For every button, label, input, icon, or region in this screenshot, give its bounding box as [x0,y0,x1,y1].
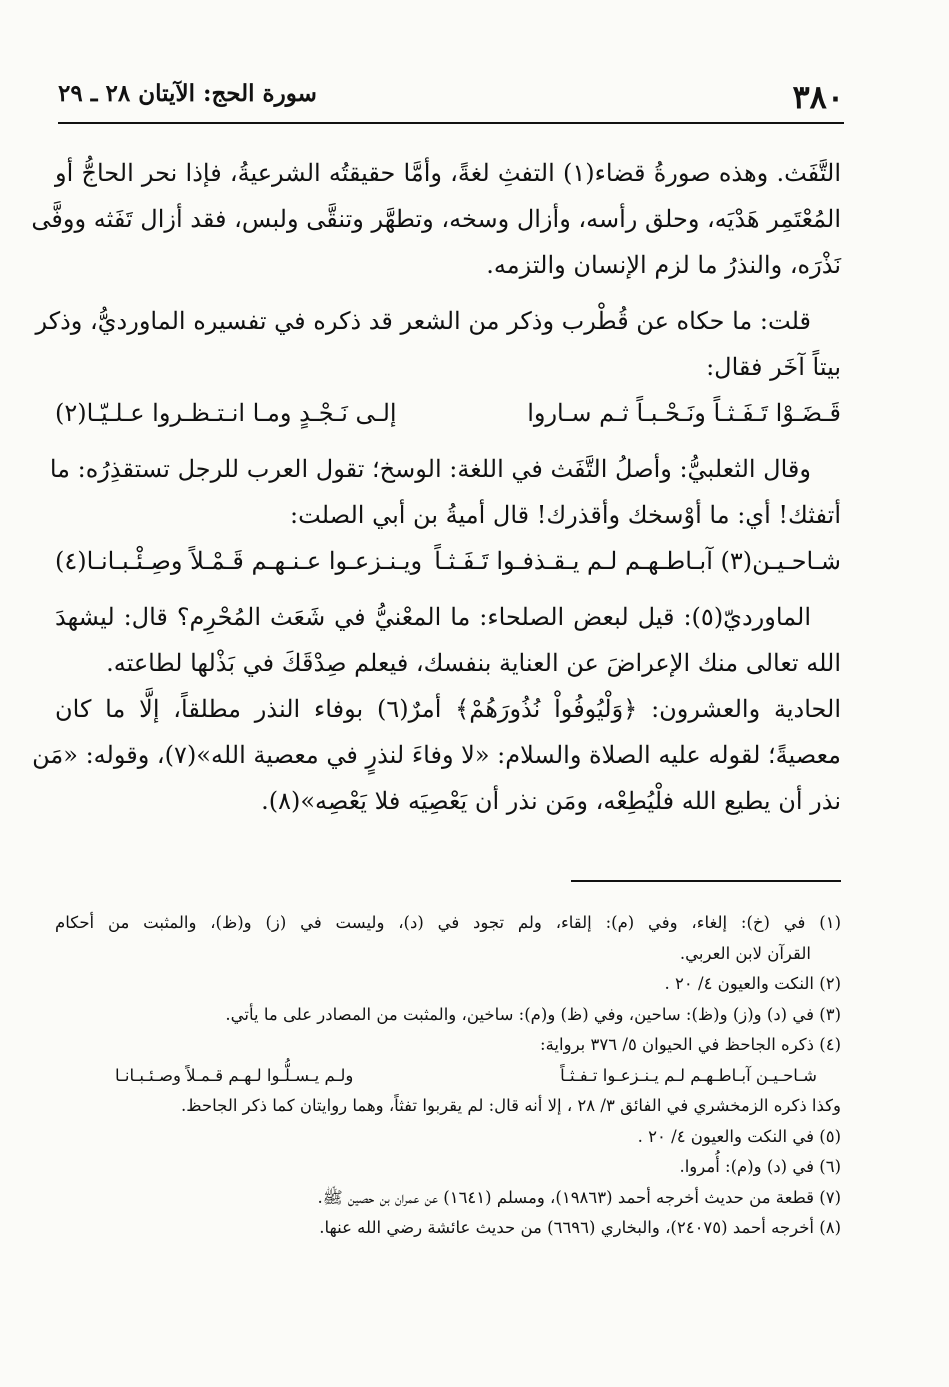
page-header [58,72,844,124]
verse-second-hemistich: ويـنـزعـوا عـنـهـم قَـمْـلاً وصِـئْـبـانـا(٤) [55,547,423,575]
footnote-7: (٧) قطعة من حديث أخرجه أحمد (١٩٨٦٣)، ومسلم (١٦٤١) عن عمران بن حصين ﷺ. [317,1187,841,1207]
poem-verse [55,538,841,584]
body-line: الماورديّ(٥): قيل لبعض الصلحاء: ما المعْنيُّ في شَعَث المُحْرِم؟ قال: ليشهدَ [55,603,811,631]
footnote-6: (٦) في (د) و(م): أُمروا. [679,1157,841,1176]
verse-first-hemistich: قَـضَـوْا تَـفَـثـاً ونَـحْـبـاً ثـم سـاروا [527,399,841,427]
verse-first-hemistich: شـاحـيـن آبـاطـهـم لـم يـنـزعـوا تـفـثـاً [560,1065,817,1085]
body-line: وقال الثعلبيُّ: وأصلُ التَّفَث في اللغة: الوسخ؛ تقول العرب للرجل تستقذِرُه: ما [49,455,811,483]
footnote-8: (٨) أخرجه أحمد (٢٤٠٧٥)، والبخاري (٦٦٩٦) من حديث عائشة رضي الله عنها. [319,1218,841,1237]
body-line: الحادية والعشرون: ﴿وَلْيُوفُواْ نُذُورَهُمْ﴾ أمرٌ(٦) بوفاء النذر مطلقاً، إلَّا ما كان [55,695,841,723]
main-text [31,150,841,824]
footnote-divider [571,880,841,882]
body-line: نَذْرَه، والنذرُ ما لزم الإنسان والتزمه. [486,251,841,279]
footnote-2: (٢) النكت والعيون ٤/ ٢٠ . [664,974,841,993]
body-line: التَّفَث. وهذه صورةُ قضاء(١) التفثِ لغةً، وأمَّا حقيقتُه الشرعيةُ، فإذا نحر الحاجُّ أو [55,159,841,187]
poem-verse [55,390,841,436]
verse-first-hemistich: شـاحـيـن(٣) آبـاطـهـم لـم يـقـذفـوا تَـفَـثـاً [434,547,841,575]
body-line: قلت: ما حكاه عن قُطْرب وذكر من الشعر قد ذكره في تفسيره الماورديُّ، وذكر [35,307,811,335]
verse-second-hemistich: ولـم يـسـلُّـوا لـهـم قـمـلاً وصـئـبـانـا [115,1065,354,1085]
body-line: المُعْتَمِر هَدْيَه، وحلق رأسه، وأزال وسخه، وتطهَّر وتنقَّى ولبس، فقد أزال تَفَثه ووفَّى [31,205,841,233]
footnote-4-continuation: وكذا ذكره الزمخشري في الفائق ٣/ ٢٨ ، إلا أنه قال: لم يقربوا تفثاً، وهما روايتان كما ذكر الجاحظ. [181,1096,841,1115]
body-line: أتفثك! أي: ما أوْسخك وأقذرك! قال أميةُ بن أبي الصلت: [290,501,841,529]
footnote-5: (٥) في النكت والعيون ٤/ ٢٠ . [637,1126,841,1146]
body-line: معصيةً؛ لقوله عليه الصلاة والسلام: «لا وفاءَ لنذرٍ في معصية الله»(٧)، وقوله: «مَن [32,741,841,769]
body-line: بيتاً آخَر فقال: [706,353,841,381]
footnotes [55,908,841,1244]
footnote-3: (٣) في (د) و(ز) و(ظ): ساحين، وفي (ظ) و(م): ساخين، والمثبت من المصادر على ما يأتي. [225,1004,841,1024]
running-title: سورة الحج: الآيتان ٢٨ ـ ٢٩ [58,80,317,107]
footnote-4: (٤) ذكره الجاحظ في الحيوان ٥/ ٣٧٦ برواية: [540,1035,841,1054]
page-number: ٣٨٠ [792,78,844,116]
body-line: نذر أن يطيع الله فلْيُطِعْه، ومَن نذر أن يَعْصِيَه فلا يَعْصِه»(٨). [261,787,841,815]
body-line: الله تعالى منك الإعراضَ عن العناية بنفسك، فيعلم صِدْقَكَ في بَذْلها لطاعته. [106,649,841,677]
footnote-4-verse [55,1061,841,1092]
footnote-1-continuation: القرآن لابن العربي. [679,943,811,963]
footnote-1: (١) في (خ): إلغاء، وفي (م): إلقاء، ولم تجود في (د)، وليست في (ز) و(ظ)، والمثبت من أحكام [55,913,841,932]
verse-second-hemistich: إلـى نَـجْـدٍ ومـا انـتـظـروا عـلـيّـا(٢) [55,399,397,427]
